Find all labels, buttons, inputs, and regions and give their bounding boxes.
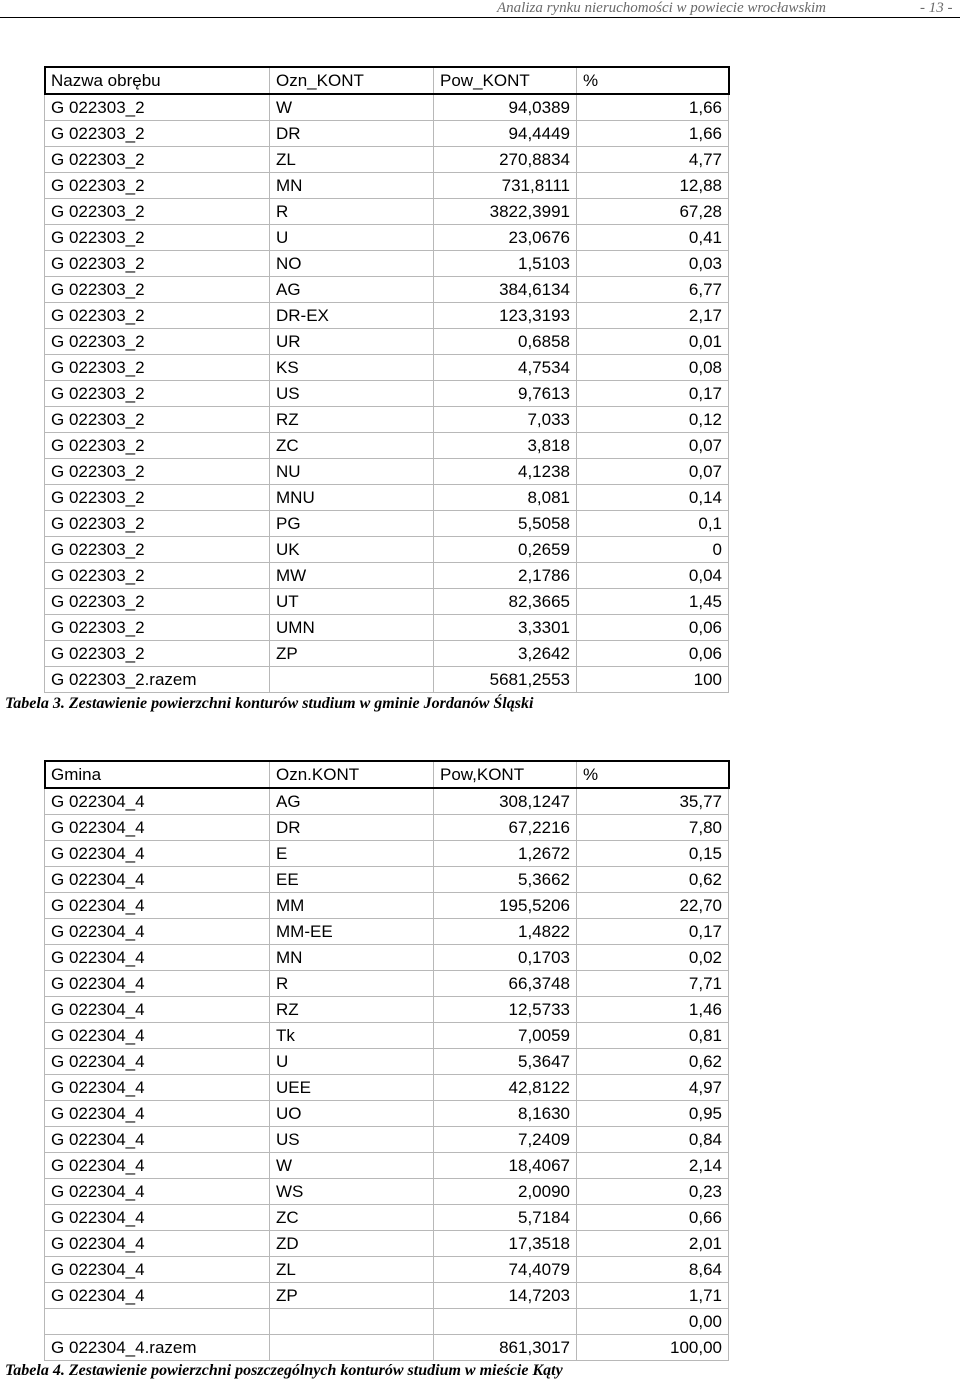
table-cell: ZP (270, 641, 434, 667)
table-cell: G 022303_2 (45, 641, 270, 667)
table-cell: 0,06 (577, 615, 729, 641)
table-cell: G 022303_2 (45, 459, 270, 485)
table-cell: DR (270, 815, 434, 841)
column-header: Nazwa obrębu (45, 67, 270, 95)
table-cell: US (270, 381, 434, 407)
table-cell: 0,62 (577, 1049, 729, 1075)
table-cell: 4,1238 (434, 459, 577, 485)
table-cell: G 022303_2 (45, 303, 270, 329)
table-cell: G 022304_4.razem (45, 1335, 270, 1361)
table-row (45, 1101, 729, 1127)
table-cell: G 022303_2 (45, 199, 270, 225)
caption-table-4: Tabela 4. Zestawienie powierzchni poszczególnych konturów studium w mieście Kąty (5, 1362, 563, 1379)
table-cell: 0,1 (577, 511, 729, 537)
table-gmina-areas (44, 760, 729, 1361)
table-cell: 5681,2553 (434, 667, 577, 693)
table-row (45, 815, 729, 841)
table-cell: 195,5206 (434, 893, 577, 919)
table-cell: U (270, 1049, 434, 1075)
table-cell: G 022303_2 (45, 563, 270, 589)
table-row (45, 945, 729, 971)
table-cell: MW (270, 563, 434, 589)
table-row (45, 199, 729, 225)
table-cell: 12,88 (577, 173, 729, 199)
table-cell: ZL (270, 1257, 434, 1283)
table-cell: 2,1786 (434, 563, 577, 589)
table-row (45, 355, 729, 381)
table-cell: G 022303_2 (45, 251, 270, 277)
table-cell: 23,0676 (434, 225, 577, 251)
table-cell: 0,17 (577, 381, 729, 407)
table-row (45, 537, 729, 563)
table-cell: W (270, 1153, 434, 1179)
table-row (45, 277, 729, 303)
table-cell: G 022304_4 (45, 815, 270, 841)
table-cell: 18,4067 (434, 1153, 577, 1179)
table-cell: G 022304_4 (45, 893, 270, 919)
table-cell: 0 (577, 537, 729, 563)
column-header: Ozn_KONT (270, 67, 434, 95)
table-row (45, 1049, 729, 1075)
table-row (45, 121, 729, 147)
table-cell: G 022304_4 (45, 1179, 270, 1205)
caption-table-3: Tabela 3. Zestawienie powierzchni konturów studium w gminie Jordanów Śląski (5, 695, 534, 712)
table-cell: 0,62 (577, 867, 729, 893)
table-cell: 0,03 (577, 251, 729, 277)
table-row (45, 511, 729, 537)
table-row (45, 867, 729, 893)
table-cell: MN (270, 173, 434, 199)
table-cell: G 022303_2 (45, 147, 270, 173)
table-cell: 22,70 (577, 893, 729, 919)
table-cell: 17,3518 (434, 1231, 577, 1257)
table-cell: 308,1247 (434, 789, 577, 815)
table-cell: 0,15 (577, 841, 729, 867)
table-cell: G 022304_4 (45, 1101, 270, 1127)
table-cell: MM (270, 893, 434, 919)
table-cell: G 022303_2 (45, 589, 270, 615)
table-cell: G 022304_4 (45, 1257, 270, 1283)
table-cell: G 022304_4 (45, 1023, 270, 1049)
table-cell: 2,01 (577, 1231, 729, 1257)
table-row (45, 1283, 729, 1309)
table-cell: 0,95 (577, 1101, 729, 1127)
table-row (45, 1127, 729, 1153)
table-cell: 67,28 (577, 199, 729, 225)
table-cell: G 022303_2 (45, 615, 270, 641)
table-cell: 0,00 (577, 1309, 729, 1335)
table-cell: 0,04 (577, 563, 729, 589)
table-cell: 123,3193 (434, 303, 577, 329)
table-cell: G 022304_4 (45, 1205, 270, 1231)
table-cell: 82,3665 (434, 589, 577, 615)
table-row (45, 563, 729, 589)
table-cell (270, 1309, 434, 1335)
table-cell: 7,2409 (434, 1127, 577, 1153)
table-row (45, 615, 729, 641)
table-cell: G 022304_4 (45, 1231, 270, 1257)
table-cell: G 022303_2 (45, 485, 270, 511)
table-cell: 0,81 (577, 1023, 729, 1049)
table-row (45, 919, 729, 945)
table-cell: G 022304_4 (45, 841, 270, 867)
table-cell: MM-EE (270, 919, 434, 945)
page-header (0, 0, 960, 18)
table-cell: G 022304_4 (45, 1283, 270, 1309)
table-cell: G 022303_2 (45, 407, 270, 433)
table-row (45, 1335, 729, 1361)
table-cell: 0,66 (577, 1205, 729, 1231)
table-cell: 12,5733 (434, 997, 577, 1023)
table-cell: DR-EX (270, 303, 434, 329)
table-cell: G 022303_2 (45, 121, 270, 147)
table-cell: 3,3301 (434, 615, 577, 641)
table-row (45, 251, 729, 277)
table-cell: 8,081 (434, 485, 577, 511)
table-cell: G 022304_4 (45, 1153, 270, 1179)
table-cell: 2,17 (577, 303, 729, 329)
table-cell: U (270, 225, 434, 251)
table-cell: 2,0090 (434, 1179, 577, 1205)
table-cell: 1,4822 (434, 919, 577, 945)
table-cell: 4,7534 (434, 355, 577, 381)
table-row (45, 789, 729, 815)
table-cell: 2,14 (577, 1153, 729, 1179)
table-row (45, 1309, 729, 1335)
table-cell: KS (270, 355, 434, 381)
table-row (45, 1075, 729, 1101)
table-cell: MN (270, 945, 434, 971)
table-cell: 0,23 (577, 1179, 729, 1205)
table-cell: 0,1703 (434, 945, 577, 971)
column-header: % (577, 761, 729, 789)
table-cell: 7,71 (577, 971, 729, 997)
table-cell: UO (270, 1101, 434, 1127)
table-cell: MNU (270, 485, 434, 511)
table-cell: 1,2672 (434, 841, 577, 867)
table-cell: G 022303_2 (45, 511, 270, 537)
table-cell: G 022303_2 (45, 225, 270, 251)
table-cell: 1,66 (577, 95, 729, 121)
table-cell: G 022303_2.razem (45, 667, 270, 693)
table-row (45, 459, 729, 485)
table-cell: G 022304_4 (45, 789, 270, 815)
table-row (45, 971, 729, 997)
column-header: % (577, 67, 729, 95)
table-header-row (45, 67, 729, 95)
table-cell: G 022304_4 (45, 919, 270, 945)
table-cell: ZL (270, 147, 434, 173)
table-cell: G 022304_4 (45, 1127, 270, 1153)
header-title: Analiza rynku nieruchomości w powiecie wrocławskim (497, 0, 826, 16)
table-row (45, 95, 729, 121)
table-cell: 1,46 (577, 997, 729, 1023)
table-cell: G 022304_4 (45, 997, 270, 1023)
table-cell: DR (270, 121, 434, 147)
table-cell: G 022303_2 (45, 95, 270, 121)
table-row (45, 225, 729, 251)
table-cell: 100,00 (577, 1335, 729, 1361)
table-cell: 5,3662 (434, 867, 577, 893)
table-cell: 1,45 (577, 589, 729, 615)
table-cell: EE (270, 867, 434, 893)
table-cell: G 022303_2 (45, 381, 270, 407)
column-header: Ozn.KONT (270, 761, 434, 789)
table-row (45, 381, 729, 407)
table-cell (45, 1309, 270, 1335)
table-cell: WS (270, 1179, 434, 1205)
table-cell: 5,7184 (434, 1205, 577, 1231)
table-cell: 3,818 (434, 433, 577, 459)
table-cell: ZC (270, 1205, 434, 1231)
table-row (45, 667, 729, 693)
table-row (45, 1205, 729, 1231)
table-cell: R (270, 971, 434, 997)
table-cell: 66,3748 (434, 971, 577, 997)
table-cell: G 022303_2 (45, 277, 270, 303)
table-cell: G 022304_4 (45, 1075, 270, 1101)
table-cell: R (270, 199, 434, 225)
table-cell (270, 1335, 434, 1361)
table-cell: 94,4449 (434, 121, 577, 147)
table-cell: W (270, 95, 434, 121)
table-row (45, 329, 729, 355)
table-row (45, 433, 729, 459)
table-cell: G 022303_2 (45, 355, 270, 381)
table-cell: NU (270, 459, 434, 485)
table-cell: 0,07 (577, 459, 729, 485)
table-cell: G 022303_2 (45, 537, 270, 563)
table-cell: 0,17 (577, 919, 729, 945)
table-header-row (45, 761, 729, 789)
table-cell: AG (270, 277, 434, 303)
table-cell: 0,6858 (434, 329, 577, 355)
column-header: Gmina (45, 761, 270, 789)
table-cell: 5,3647 (434, 1049, 577, 1075)
table-cell: UR (270, 329, 434, 355)
table-row (45, 641, 729, 667)
table-cell: 0,02 (577, 945, 729, 971)
table-cell: 0,12 (577, 407, 729, 433)
column-header: Pow,KONT (434, 761, 577, 789)
table-cell: 9,7613 (434, 381, 577, 407)
table-cell: 0,41 (577, 225, 729, 251)
table-cell: G 022304_4 (45, 867, 270, 893)
table-cell: ZP (270, 1283, 434, 1309)
table-row (45, 1231, 729, 1257)
table-cell: 0,14 (577, 485, 729, 511)
table-cell: 0,07 (577, 433, 729, 459)
table-row (45, 1257, 729, 1283)
table-cell: 100 (577, 667, 729, 693)
table-cell: 7,80 (577, 815, 729, 841)
table-cell: UMN (270, 615, 434, 641)
table-cell: UEE (270, 1075, 434, 1101)
table-cell: G 022303_2 (45, 173, 270, 199)
table-row (45, 173, 729, 199)
table-cell (270, 667, 434, 693)
table-cell: ZD (270, 1231, 434, 1257)
table-cell: 67,2216 (434, 815, 577, 841)
table-row (45, 893, 729, 919)
table-cell: 42,8122 (434, 1075, 577, 1101)
table-cell: 3,2642 (434, 641, 577, 667)
table-cell: G 022304_4 (45, 1049, 270, 1075)
table-cell: G 022303_2 (45, 433, 270, 459)
table-row (45, 1023, 729, 1049)
table-cell: 8,1630 (434, 1101, 577, 1127)
table-cell: UK (270, 537, 434, 563)
table-cell: 1,66 (577, 121, 729, 147)
table-cell: 1,5103 (434, 251, 577, 277)
page-number: - 13 - (920, 0, 953, 16)
table-cell: G 022303_2 (45, 329, 270, 355)
table-cell: G 022304_4 (45, 945, 270, 971)
table-cell: 4,97 (577, 1075, 729, 1101)
table-cell (434, 1309, 577, 1335)
table-cell: 1,71 (577, 1283, 729, 1309)
table-cell: 861,3017 (434, 1335, 577, 1361)
table-cell: 6,77 (577, 277, 729, 303)
table-row (45, 147, 729, 173)
table-row (45, 997, 729, 1023)
table-cell: 35,77 (577, 789, 729, 815)
table-cell: 94,0389 (434, 95, 577, 121)
table-cell: 7,033 (434, 407, 577, 433)
table-cell: 270,8834 (434, 147, 577, 173)
table-cell: 0,08 (577, 355, 729, 381)
table-cell: AG (270, 789, 434, 815)
table-obreb-areas (44, 66, 729, 693)
table-cell: ZC (270, 433, 434, 459)
table-row (45, 841, 729, 867)
table-cell: RZ (270, 997, 434, 1023)
table-cell: 5,5058 (434, 511, 577, 537)
table-row (45, 1179, 729, 1205)
table-cell: 3822,3991 (434, 199, 577, 225)
table-cell: 4,77 (577, 147, 729, 173)
table-cell: E (270, 841, 434, 867)
table-cell: US (270, 1127, 434, 1153)
table-cell: 74,4079 (434, 1257, 577, 1283)
table-row (45, 303, 729, 329)
table-cell: PG (270, 511, 434, 537)
table-cell: UT (270, 589, 434, 615)
table-cell: NO (270, 251, 434, 277)
table-row (45, 1153, 729, 1179)
table-row (45, 589, 729, 615)
table-cell: RZ (270, 407, 434, 433)
table-cell: 8,64 (577, 1257, 729, 1283)
table-row (45, 485, 729, 511)
header-rule (0, 17, 960, 18)
table-cell: 0,01 (577, 329, 729, 355)
table-cell: G 022304_4 (45, 971, 270, 997)
table-row (45, 407, 729, 433)
table-cell: 0,2659 (434, 537, 577, 563)
table-cell: 0,06 (577, 641, 729, 667)
table-cell: 14,7203 (434, 1283, 577, 1309)
table-cell: 384,6134 (434, 277, 577, 303)
table-cell: 7,0059 (434, 1023, 577, 1049)
table-cell: 731,8111 (434, 173, 577, 199)
column-header: Pow_KONT (434, 67, 577, 95)
table-cell: 0,84 (577, 1127, 729, 1153)
table-cell: Tk (270, 1023, 434, 1049)
